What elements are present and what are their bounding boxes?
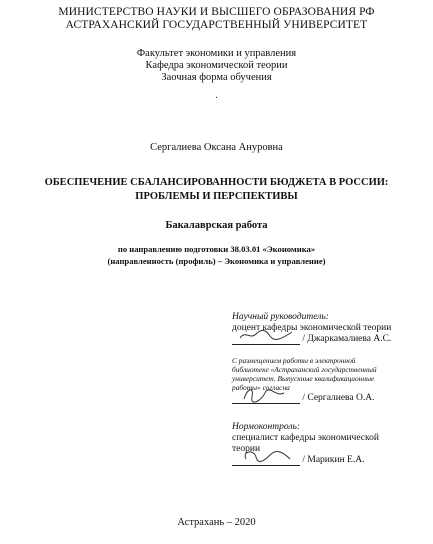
ministry-line-2: АСТРАХАНСКИЙ ГОСУДАРСТВЕННЫЙ УНИВЕРСИТЕТ — [65, 19, 368, 31]
direction-prefix: по направлению подготовки — [117, 244, 229, 254]
consent-line-2: библиотеке «Астраханский государственный — [232, 365, 377, 374]
thesis-title — [0, 176, 433, 204]
normcontrol-position-line-2: теории — [232, 444, 261, 454]
direction-code: 38.03.01 «Экономика» — [230, 244, 316, 254]
study-form: Заочная форма обучения — [161, 72, 272, 83]
ministry-header — [0, 6, 433, 32]
consent-block — [232, 356, 377, 404]
faculty-name: Факультет экономики и управления — [136, 48, 297, 59]
department-name: Кафедра экономической теории — [145, 60, 288, 71]
work-type: Бакалаврская работа — [165, 220, 268, 231]
normcontrol-name: / Марикин Е.А. — [302, 455, 365, 465]
faculty-block — [0, 48, 433, 84]
supervisor-position: доцент кафедры экономической теории — [232, 323, 392, 333]
normcontrol-position-line-1: специалист кафедры экономической — [232, 433, 379, 443]
consent-sign-row — [232, 392, 377, 404]
supervisor-signature-line — [232, 334, 300, 345]
thesis-title-line-2: ПРОБЛЕМЫ И ПЕРСПЕКТИВЫ — [135, 191, 298, 202]
city-year: Астрахань – 2020 — [177, 517, 256, 528]
consent-signature-line — [232, 393, 300, 404]
direction-line — [0, 243, 433, 255]
author-name: Сергалиева Оксана Ануровна — [150, 142, 283, 153]
normcontrol-block — [232, 422, 379, 466]
supervisor-label: Научный руководитель: — [232, 312, 329, 322]
consent-line-4: работы» согласна — [232, 383, 290, 392]
normcontrol-sign-row — [232, 455, 379, 466]
direction-profile: (направленность (профиль) – Экономика и управление) — [107, 256, 326, 266]
normcontrol-signature-icon — [236, 447, 296, 465]
consent-line-3: университет. Выпускные квалификационные — [232, 374, 375, 383]
supervisor-name: / Джаркамалиева А.С. — [302, 334, 392, 344]
consent-name: / Сергалиева О.А. — [302, 393, 375, 403]
supervisor-sign-row — [232, 334, 391, 345]
supervisor-block — [232, 312, 391, 345]
stray-mark: . — [215, 90, 218, 101]
normcontrol-label: Нормоконтроль: — [232, 422, 300, 432]
ministry-line-1: МИНИСТЕРСТВО НАУКИ И ВЫСШЕГО ОБРАЗОВАНИЯ РФ — [58, 6, 375, 18]
normcontrol-signature-line — [232, 455, 300, 466]
thesis-title-line-1: ОБЕСПЕЧЕНИЕ СБАЛАНСИРОВАННОСТИ БЮДЖЕТА В РОССИИ: — [44, 177, 389, 188]
direction-block — [0, 243, 433, 267]
author-signature-icon — [236, 385, 296, 403]
consent-line-1: С размещением работы в электронной — [232, 356, 356, 365]
supervisor-signature-icon — [236, 326, 296, 344]
